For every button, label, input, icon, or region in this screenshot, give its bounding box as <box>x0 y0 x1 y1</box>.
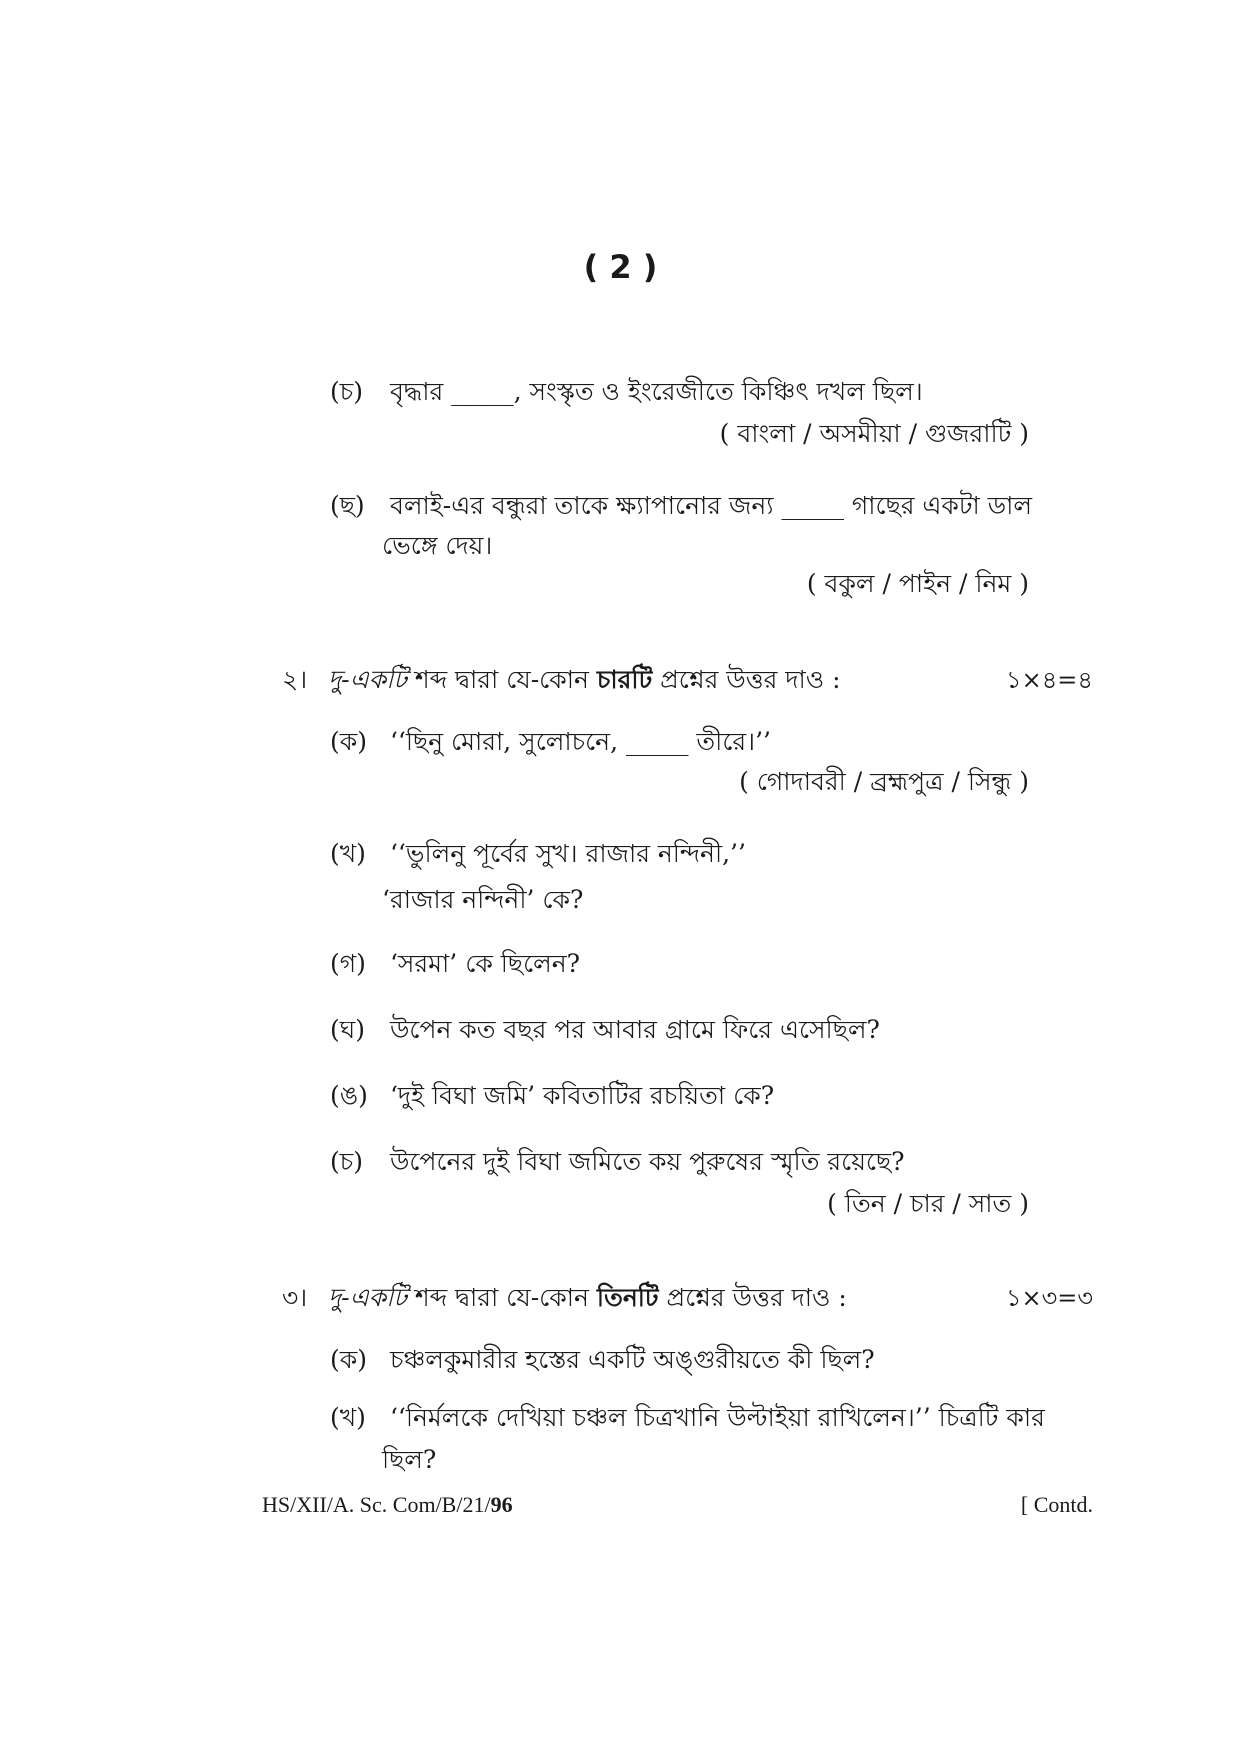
footer-contd: [ Contd. <box>1020 1492 1093 1517</box>
item-label: (গ) <box>330 949 366 978</box>
q3-marks: ১×৩=৩ <box>1005 1284 1093 1312</box>
footer-code-text: HS/XII/A. Sc. Com/B/21/ <box>262 1492 491 1517</box>
q2-marks: ১×৪=৪ <box>1006 666 1093 694</box>
instr-italic: দু-একটি <box>328 1283 407 1312</box>
item-label: (খ) <box>330 1403 366 1432</box>
item-text: ‘‘নির্মলকে দেখিয়া চঞ্চল চিত্রখানি উল্টাইয়া রাখিলেন।’’ চিত্রটি কার <box>389 1403 1045 1432</box>
item-text: ‘দুই বিঘা জমি’ কবিতাটির রচয়িতা কে? <box>389 1081 775 1110</box>
instr-a: শব্দ দ্বারা যে-কোন <box>406 1283 597 1312</box>
footer-code-bold: 96 <box>490 1492 513 1517</box>
instr-bold: চারটি <box>596 665 653 694</box>
item-text: ‘‘ছিনু মোরা, সুলোচনে, _____ তীরে।’’ <box>389 727 771 756</box>
item-label: (ঘ) <box>330 1015 365 1044</box>
q2-cha <box>330 1142 905 1185</box>
question-number: ৩। <box>282 1283 308 1312</box>
q2-kha <box>330 834 746 877</box>
q2-ka-options: ( গোদাবরী / ব্রহ্মপুত্র / সিন্ধু ) <box>739 767 1029 796</box>
q1-chha-options: ( বকুল / পাইন / নিম ) <box>806 569 1029 598</box>
q2-kha-line2: ‘রাজার নন্দিনী’ কে? <box>382 885 584 914</box>
q3-ka <box>330 1340 875 1383</box>
item-text: ‘‘ভুলিনু পূর্বের সুখ। রাজার নন্দিনী,’’ <box>389 839 746 868</box>
q2-gha <box>330 1010 880 1053</box>
q1-chha <box>330 486 1032 529</box>
item-label: (খ) <box>330 839 366 868</box>
item-label: (ছ) <box>330 491 365 520</box>
item-text: উপেনের দুই বিঘা জমিতে কয় পুরুষের স্মৃতি রয়েছে? <box>389 1147 905 1176</box>
q1-chha-line2: ভেঙ্গে দেয়। <box>382 531 493 560</box>
q2-uma <box>330 1076 774 1119</box>
page-number: ( 2 ) <box>583 248 658 286</box>
instr-bold: তিনটি <box>596 1283 659 1312</box>
q2-ga <box>330 944 580 987</box>
q1-cha <box>330 372 923 415</box>
instr-a: শব্দ দ্বারা যে-কোন <box>406 665 597 694</box>
q2-heading <box>282 660 841 703</box>
q3-heading <box>282 1278 847 1321</box>
item-label: (ক) <box>330 727 367 756</box>
question-number: ২। <box>282 665 308 694</box>
q3-kha-line2: ছিল? <box>382 1445 437 1474</box>
footer-code <box>262 1492 513 1518</box>
q2-cha-options: ( তিন / চার / সাত ) <box>827 1189 1029 1218</box>
item-label: (চ) <box>330 1147 363 1176</box>
item-text: ‘সরমা’ কে ছিলেন? <box>389 949 581 978</box>
item-text: চঞ্চলকুমারীর হস্তের একটি অঙ্গুরীয়তে কী ছিল? <box>389 1345 875 1374</box>
item-text: বলাই-এর বন্ধুরা তাকে ক্ষ্যাপানোর জন্য _____ গাছের একটা ডাল <box>389 491 1033 520</box>
q3-kha <box>330 1398 1045 1441</box>
q1-cha-options: ( বাংলা / অসমীয়া / গুজরাটি ) <box>719 419 1029 448</box>
item-label: (ক) <box>330 1345 367 1374</box>
item-label: (চ) <box>330 377 363 406</box>
instr-italic: দু-একটি <box>328 665 407 694</box>
item-label: (ঙ) <box>330 1081 368 1110</box>
item-text: উপেন কত বছর পর আবার গ্রামে ফিরে এসেছিল? <box>389 1015 880 1044</box>
item-text: বৃদ্ধার _____, সংস্কৃত ও ইংরেজীতে কিঞ্চিৎ দখল ছিল। <box>389 377 923 406</box>
instr-b: প্রশ্নের উত্তর দাও : <box>652 665 841 694</box>
instr-b: প্রশ্নের উত্তর দাও : <box>658 1283 847 1312</box>
q2-ka <box>330 722 771 765</box>
